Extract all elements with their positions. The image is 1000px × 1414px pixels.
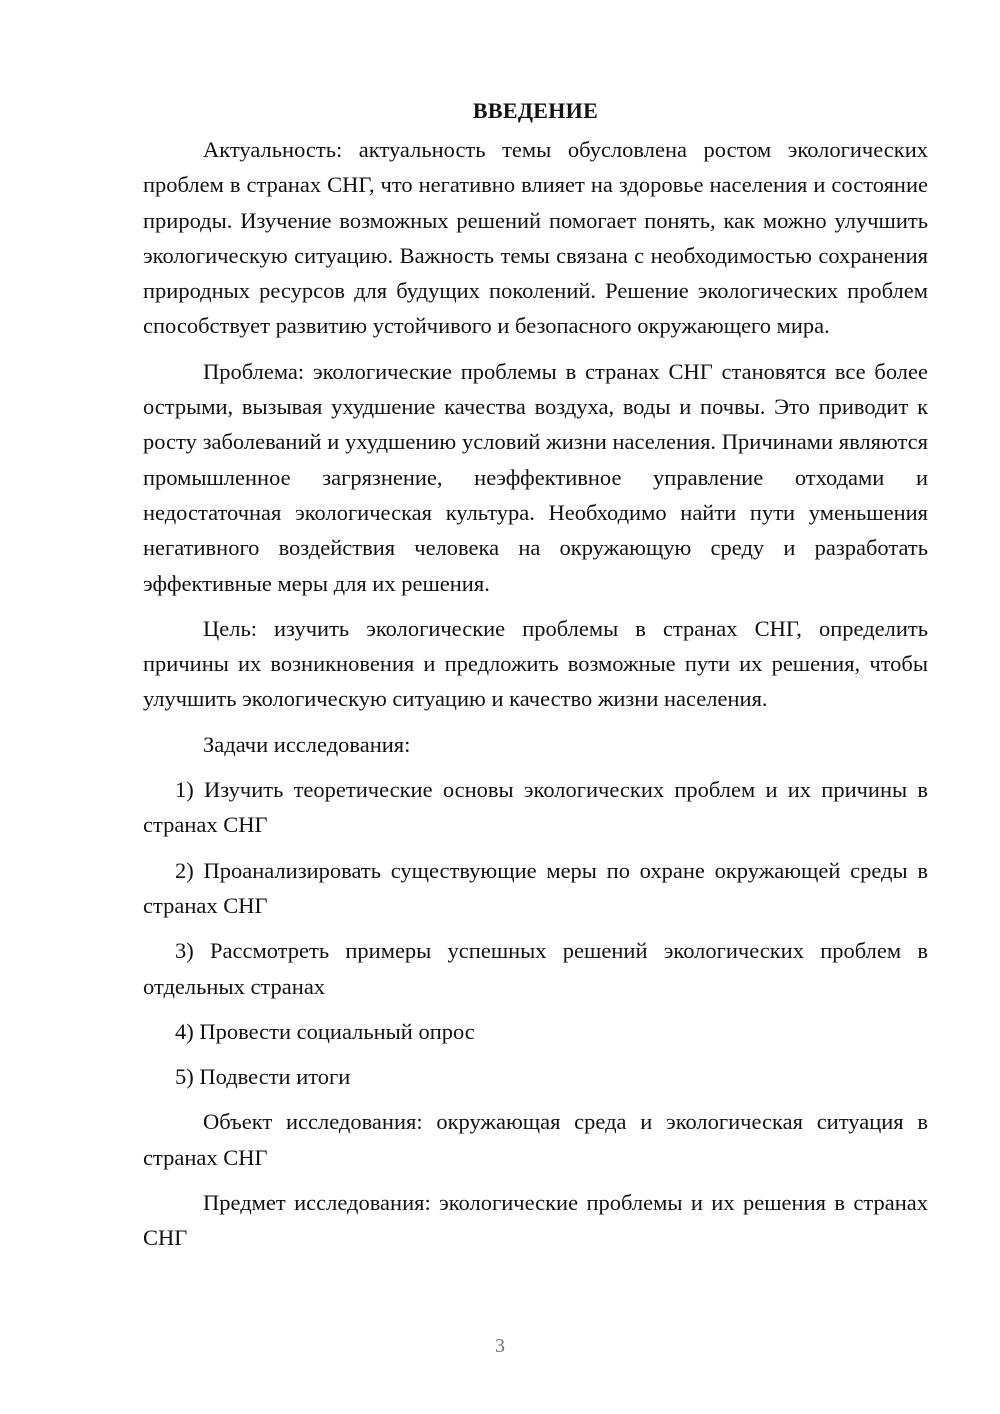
task-item-4: 4) Провести социальный опрос [175,1018,475,1044]
paragraph-goal: Цель: изучить экологические проблемы в странах СНГ, определить причины их возникновения и предложить возможные пути их решения, чтобы улучшить экологическую ситуацию и качество жизни населения. [143,615,928,712]
task-item-3: 3) Рассмотреть примеры успешных решений экологических проблем в отдельных странах [143,938,928,999]
task-item-2: 2) Проанализировать существующие меры по охране окружающей среды в странах СНГ [143,857,928,918]
paragraph-relevance: Актуальность: актуальность темы обусловлена ростом экологических проблем в странах СНГ, что негативно влияет на здоровье населения и состояние природы. Изучение возможных решений помогает понять, как можно улучшить экологическую ситуацию. Важность темы связана с необходимостью сохранения природных ресурсов для будущих поколений. Решение экологических проблем способствует развитию устойчивого и безопасного окружающего мира. [143,137,928,339]
page-number: 3 [495,1335,505,1357]
task-item-5: 5) Подвести итоги [175,1064,351,1090]
paragraph-subject: Предмет исследования: экологические проблемы и их решения в странах СНГ [143,1190,928,1251]
section-title: ВВЕДЕНИЕ [472,98,599,123]
task-item-1: 1) Изучить теоретические основы экологических проблем и их причины в странах СНГ [143,777,928,838]
paragraph-object: Объект исследования: окружающая среда и экологическая ситуация в странах СНГ [143,1109,928,1170]
tasks-heading: Задачи исследования: [203,731,411,757]
document-page [143,96,928,1266]
paragraph-problem: Проблема: экологические проблемы в странах СНГ становятся все более острыми, вызывая ухудшение качества воздуха, воды и почвы. Это приводит к росту заболеваний и ухудшению условий жизни населения. Причинами являются промышленное загрязнение, неэффективное управление отходами и недостаточная экологическая культура. Необходимо найти пути уменьшения негативного воздействия человека на окружающую среду и разработать эффективные меры для их решения. [143,358,928,596]
